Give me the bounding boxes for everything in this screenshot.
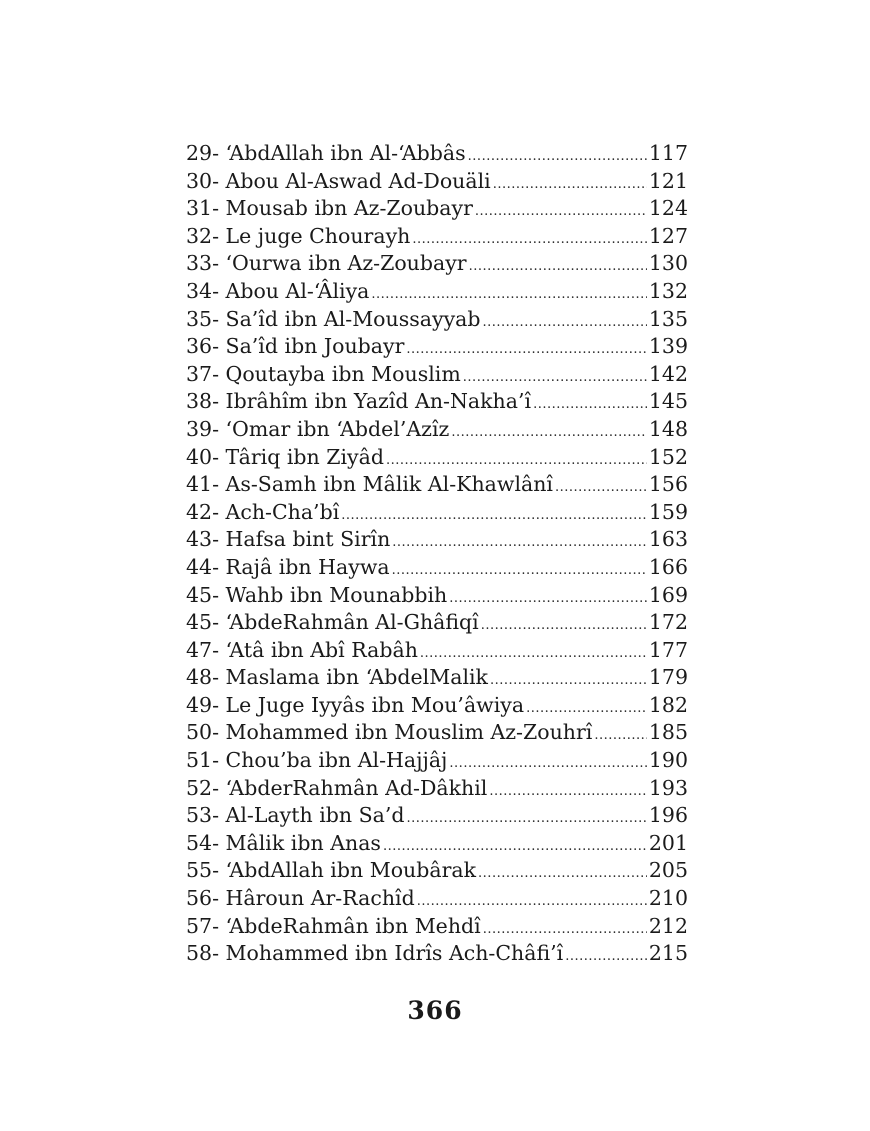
dot-leader bbox=[407, 805, 647, 833]
toc-entry bbox=[186, 719, 688, 747]
toc-entry bbox=[186, 582, 688, 610]
toc-entry bbox=[186, 692, 688, 720]
toc-entry-page: 166 bbox=[648, 554, 688, 579]
dot-leader bbox=[483, 309, 647, 337]
dot-leader bbox=[555, 474, 647, 502]
toc-entry-title: 41- As-Samh ibn Mâlik Al-Khawlânî bbox=[186, 472, 553, 497]
dot-leader bbox=[392, 557, 647, 585]
toc-entry-title: 31- Mousab ibn Az-Zoubayr bbox=[186, 196, 473, 221]
toc-entry-title: 50- Mohammed ibn Mouslim Az-Zouhrî bbox=[186, 720, 593, 745]
toc-entry-title: 29- ‘AbdAllah ibn Al-‘Abbâs bbox=[186, 141, 466, 165]
toc-entry bbox=[186, 168, 688, 196]
toc-entry-title: 55- ‘AbdAllah ibn Moubârak bbox=[186, 858, 477, 883]
page-number: 366 bbox=[407, 996, 463, 1025]
dot-leader bbox=[533, 391, 647, 419]
toc-entry-page: 201 bbox=[648, 830, 688, 855]
toc-entry-page: 177 bbox=[648, 637, 688, 662]
toc-entry-page: 145 bbox=[648, 389, 688, 414]
toc-entry-title: 47- ‘Atâ ibn Abî Rabâh bbox=[186, 637, 418, 662]
toc-entry bbox=[186, 306, 688, 334]
toc-entry-page: 139 bbox=[648, 334, 688, 359]
toc-entry-page: 163 bbox=[648, 527, 688, 552]
toc-entry-title: 48- Maslama ibn ‘AbdelMalik bbox=[186, 665, 488, 690]
toc-entry bbox=[186, 444, 688, 472]
dot-leader bbox=[490, 667, 647, 695]
toc-entry bbox=[186, 223, 688, 251]
toc-entry-title: 45- ‘AbdeRahmân Al-Ghâfiqî bbox=[186, 610, 479, 635]
toc-entry bbox=[186, 554, 688, 582]
toc-entry bbox=[186, 526, 688, 554]
toc-entry bbox=[186, 471, 688, 499]
toc-entry-page: 121 bbox=[648, 168, 688, 193]
dot-leader bbox=[526, 695, 647, 723]
toc-entry-title: 58- Mohammed ibn Idrîs Ach-Châfi’î bbox=[186, 941, 564, 966]
toc-entry-page: 130 bbox=[648, 251, 688, 276]
toc-entry-title: 36- Sa’îd ibn Joubayr bbox=[186, 334, 405, 359]
toc-entry-page: 148 bbox=[648, 416, 688, 441]
toc-entry bbox=[186, 830, 688, 858]
toc-entry bbox=[186, 664, 688, 692]
dot-leader bbox=[341, 502, 647, 530]
table-of-contents bbox=[186, 140, 688, 968]
dot-leader bbox=[406, 336, 646, 364]
dot-leader bbox=[481, 612, 647, 640]
toc-entry-page: 127 bbox=[648, 223, 688, 248]
toc-entry-title: 57- ‘AbdeRahmân ibn Mehdî bbox=[186, 913, 481, 938]
toc-entry bbox=[186, 775, 688, 803]
toc-entry bbox=[186, 913, 688, 941]
toc-entry-title: 35- Sa’îd ibn Al-Moussayyab bbox=[186, 306, 481, 331]
toc-entry-page: 124 bbox=[648, 196, 688, 221]
dot-leader bbox=[594, 722, 647, 750]
toc-entry bbox=[186, 333, 688, 361]
toc-entry-page: 185 bbox=[648, 720, 688, 745]
toc-entry bbox=[186, 195, 688, 223]
toc-entry-title: 51- Chou’ba ibn Al-Hajjâj bbox=[186, 748, 448, 773]
dot-leader bbox=[565, 943, 647, 971]
toc-entry bbox=[186, 637, 688, 665]
toc-entry-page: 205 bbox=[648, 858, 688, 883]
toc-entry bbox=[186, 609, 688, 637]
dot-leader bbox=[493, 171, 647, 199]
toc-entry-title: 34- Abou Al-‘Âliya bbox=[186, 278, 370, 303]
toc-entry-title: 56- Hâroun Ar-Rachîd bbox=[186, 886, 415, 911]
dot-leader bbox=[483, 916, 647, 944]
toc-entry bbox=[186, 416, 688, 444]
dot-leader bbox=[392, 529, 647, 557]
toc-entry-page: 169 bbox=[648, 582, 688, 607]
toc-entry-page: 142 bbox=[648, 361, 688, 386]
toc-entry-title: 30- Abou Al-Aswad Ad-Douäli bbox=[186, 168, 491, 193]
toc-entry-title: 45- Wahb ibn Mounabbih bbox=[186, 582, 448, 607]
toc-entry bbox=[186, 857, 688, 885]
toc-entry-title: 44- Rajâ ibn Haywa bbox=[186, 554, 390, 579]
toc-entry bbox=[186, 747, 688, 775]
toc-entry-page: 196 bbox=[648, 803, 688, 828]
toc-entry-title: 39- ‘Omar ibn ‘Abdel’Azîz bbox=[186, 416, 450, 441]
dot-leader bbox=[468, 143, 647, 171]
dot-leader bbox=[478, 860, 647, 888]
toc-entry-page: 215 bbox=[648, 941, 688, 966]
toc-entry bbox=[186, 388, 688, 416]
toc-entry-title: 54- Mâlik ibn Anas bbox=[186, 830, 381, 855]
toc-entry bbox=[186, 885, 688, 913]
dot-leader bbox=[412, 226, 647, 254]
toc-entry-page: 172 bbox=[648, 610, 688, 635]
toc-entry-page: 156 bbox=[648, 472, 688, 497]
dot-leader bbox=[449, 750, 646, 778]
toc-entry-title: 40- Târiq ibn Ziyâd bbox=[186, 444, 384, 469]
toc-entry-page: 117 bbox=[648, 141, 688, 165]
toc-entry-page: 152 bbox=[648, 444, 688, 469]
toc-entry-title: 53- Al-Layth ibn Sa’d bbox=[186, 803, 405, 828]
toc-entry-title: 32- Le juge Chourayh bbox=[186, 223, 411, 248]
dot-leader bbox=[386, 447, 647, 475]
toc-entry-page: 159 bbox=[648, 499, 688, 524]
toc-entry-page: 135 bbox=[648, 306, 688, 331]
dot-leader bbox=[469, 253, 647, 281]
dot-leader bbox=[417, 888, 647, 916]
dot-leader bbox=[420, 640, 647, 668]
toc-entry-page: 210 bbox=[648, 886, 688, 911]
toc-entry bbox=[186, 361, 688, 389]
toc-entry bbox=[186, 940, 688, 968]
toc-entry-page: 190 bbox=[648, 748, 688, 773]
toc-entry bbox=[186, 278, 688, 306]
toc-entry bbox=[186, 802, 688, 830]
dot-leader bbox=[463, 364, 647, 392]
dot-leader bbox=[371, 281, 646, 309]
toc-entry-page: 179 bbox=[648, 665, 688, 690]
toc-entry-page: 132 bbox=[648, 278, 688, 303]
dot-leader bbox=[489, 778, 647, 806]
toc-entry-title: 38- Ibrâhîm ibn Yazîd An-Nakha’î bbox=[186, 389, 532, 414]
toc-entry-page: 212 bbox=[648, 913, 688, 938]
toc-entry-title: 49- Le Juge Iyyâs ibn Mou’âwiya bbox=[186, 692, 525, 717]
toc-entry bbox=[186, 140, 688, 168]
toc-entry-title: 42- Ach-Cha’bî bbox=[186, 499, 340, 524]
toc-entry-title: 37- Qoutayba ibn Mouslim bbox=[186, 361, 461, 386]
toc-entry-title: 52- ‘AbderRahmân Ad-Dâkhil bbox=[186, 775, 488, 800]
toc-entry bbox=[186, 499, 688, 527]
toc-entry-page: 193 bbox=[648, 775, 688, 800]
toc-entry-title: 33- ‘Ourwa ibn Az-Zoubayr bbox=[186, 251, 467, 276]
dot-leader bbox=[475, 198, 647, 226]
toc-entry bbox=[186, 250, 688, 278]
toc-entry-page: 182 bbox=[648, 692, 688, 717]
dot-leader bbox=[383, 833, 647, 861]
toc-entry-title: 43- Hafsa bint Sirîn bbox=[186, 527, 391, 552]
dot-leader bbox=[449, 585, 647, 613]
dot-leader bbox=[451, 419, 647, 447]
